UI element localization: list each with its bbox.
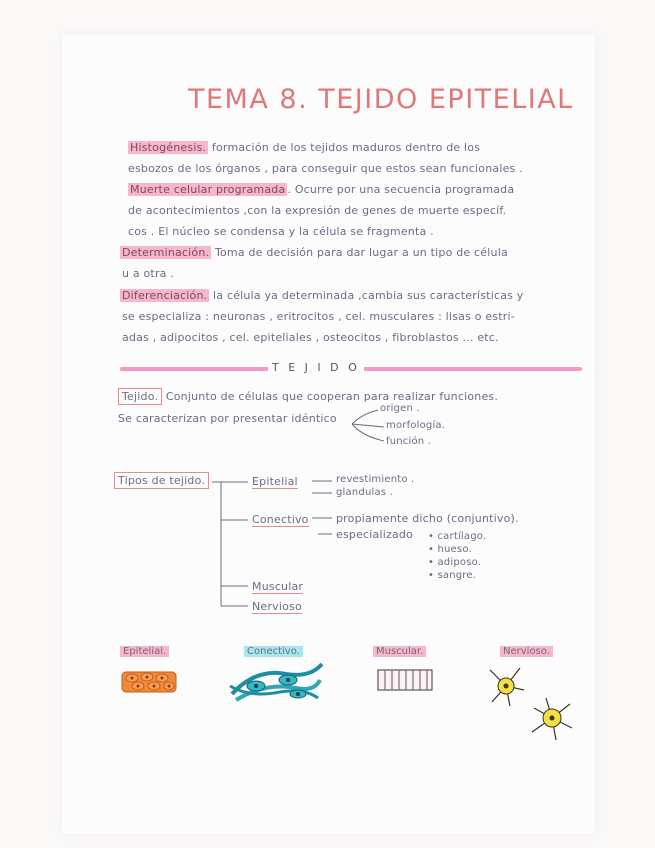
- illus-label-epitelial: Epitelial.: [120, 646, 169, 657]
- histogenesis-line-2: esbozos de los órganos , para conseguir que estos sean funcionales .: [128, 162, 523, 175]
- especializado-cartilago: • cartílago.: [428, 531, 487, 542]
- neuron-drawing-1: [484, 664, 528, 708]
- tejido-text-1: Conjunto de células que cooperan para realizar funciones.: [165, 390, 499, 403]
- tipo-muscular-label: Muscular: [252, 580, 304, 593]
- tejido-branch-origen: origen .: [380, 403, 420, 414]
- tipo-conectivo-label: Conectivo: [252, 513, 309, 526]
- tipos-label: Tipos de tejido.: [114, 472, 209, 489]
- illus-label-muscular: Muscular.: [373, 646, 426, 657]
- tejido-branch-funcion: función .: [386, 436, 432, 447]
- tejido-line-2: Se caracterizan por presentar idéntico: [118, 412, 337, 425]
- tipo-nervioso: [252, 600, 302, 613]
- illus-label-conectivo: Conectivo.: [244, 646, 303, 657]
- tipo-muscular: [252, 580, 303, 593]
- muerte-term: Muerte celular programada: [130, 183, 286, 196]
- epitelial-sub-glandulas: glandulas .: [336, 487, 393, 498]
- especializado-cartilago-label: cartílago.: [437, 531, 487, 542]
- neuron-drawing-2: [528, 694, 576, 742]
- tipo-nervioso-label: Nervioso: [252, 600, 302, 613]
- especializado-adiposo-label: adiposo.: [437, 557, 482, 568]
- especializado-hueso-label: hueso.: [437, 544, 472, 555]
- conectivo-sub-especializado: especializado: [336, 528, 414, 541]
- epitelial-sub-revestimiento: revestimiento .: [336, 474, 415, 485]
- tipo-epitelial: [252, 475, 298, 488]
- section-heading: T E J I D O: [268, 361, 364, 374]
- determinacion-line-2: u a otra .: [122, 267, 175, 280]
- diferenciacion-term: Diferenciación.: [122, 289, 208, 302]
- muscle-tissue-drawing: [376, 668, 436, 694]
- especializado-sangre: • sangre.: [428, 570, 477, 581]
- histogenesis-term: Histogénesis.: [130, 141, 207, 154]
- especializado-hueso: • hueso.: [428, 544, 472, 555]
- muerte-line-3: cos . El núcleo se condensa y la célula se fragmenta .: [128, 225, 434, 238]
- page-title: TEMA 8. TEJIDO EPITELIAL: [188, 84, 574, 115]
- especializado-adiposo: • adiposo.: [428, 557, 482, 568]
- tejido-branch-morfologia: morfología.: [386, 420, 446, 431]
- muerte-text-1: . Ocurre por una secuencia programada: [287, 183, 515, 196]
- determinacion-term: Determinación.: [122, 246, 210, 259]
- histogenesis-text-1: formación de los tejidos maduros dentro de los: [211, 141, 481, 154]
- determinacion-text-1: Toma de decisión para dar lugar a un tipo de célula: [214, 246, 508, 259]
- especializado-sangre-label: sangre.: [437, 570, 477, 581]
- conectivo-sub-propiamente: propiamente dicho (conjuntivo).: [336, 512, 519, 525]
- diferenciacion-line-3: adas , adipocitos , cel. epiteliales , osteocitos , fibroblastos ... etc.: [122, 331, 499, 344]
- diferenciacion-text-1: la célula ya determinada ,cambia sus características y: [213, 289, 524, 302]
- epithelial-cells-drawing: [120, 668, 180, 698]
- tejido-term: Tejido.: [118, 388, 162, 405]
- muerte-line-2: de acontecimientos ,con la expresión de genes de muerte específ.: [128, 204, 507, 217]
- diferenciacion-line-2: se especializa : neuronas , eritrocitos , cel. musculares : lisas o estri-: [122, 310, 515, 323]
- tipo-epitelial-label: Epitelial: [252, 475, 298, 488]
- connective-tissue-drawing: [226, 658, 326, 708]
- illus-label-nervioso: Nervioso.: [500, 646, 553, 657]
- tipo-conectivo: [252, 513, 309, 526]
